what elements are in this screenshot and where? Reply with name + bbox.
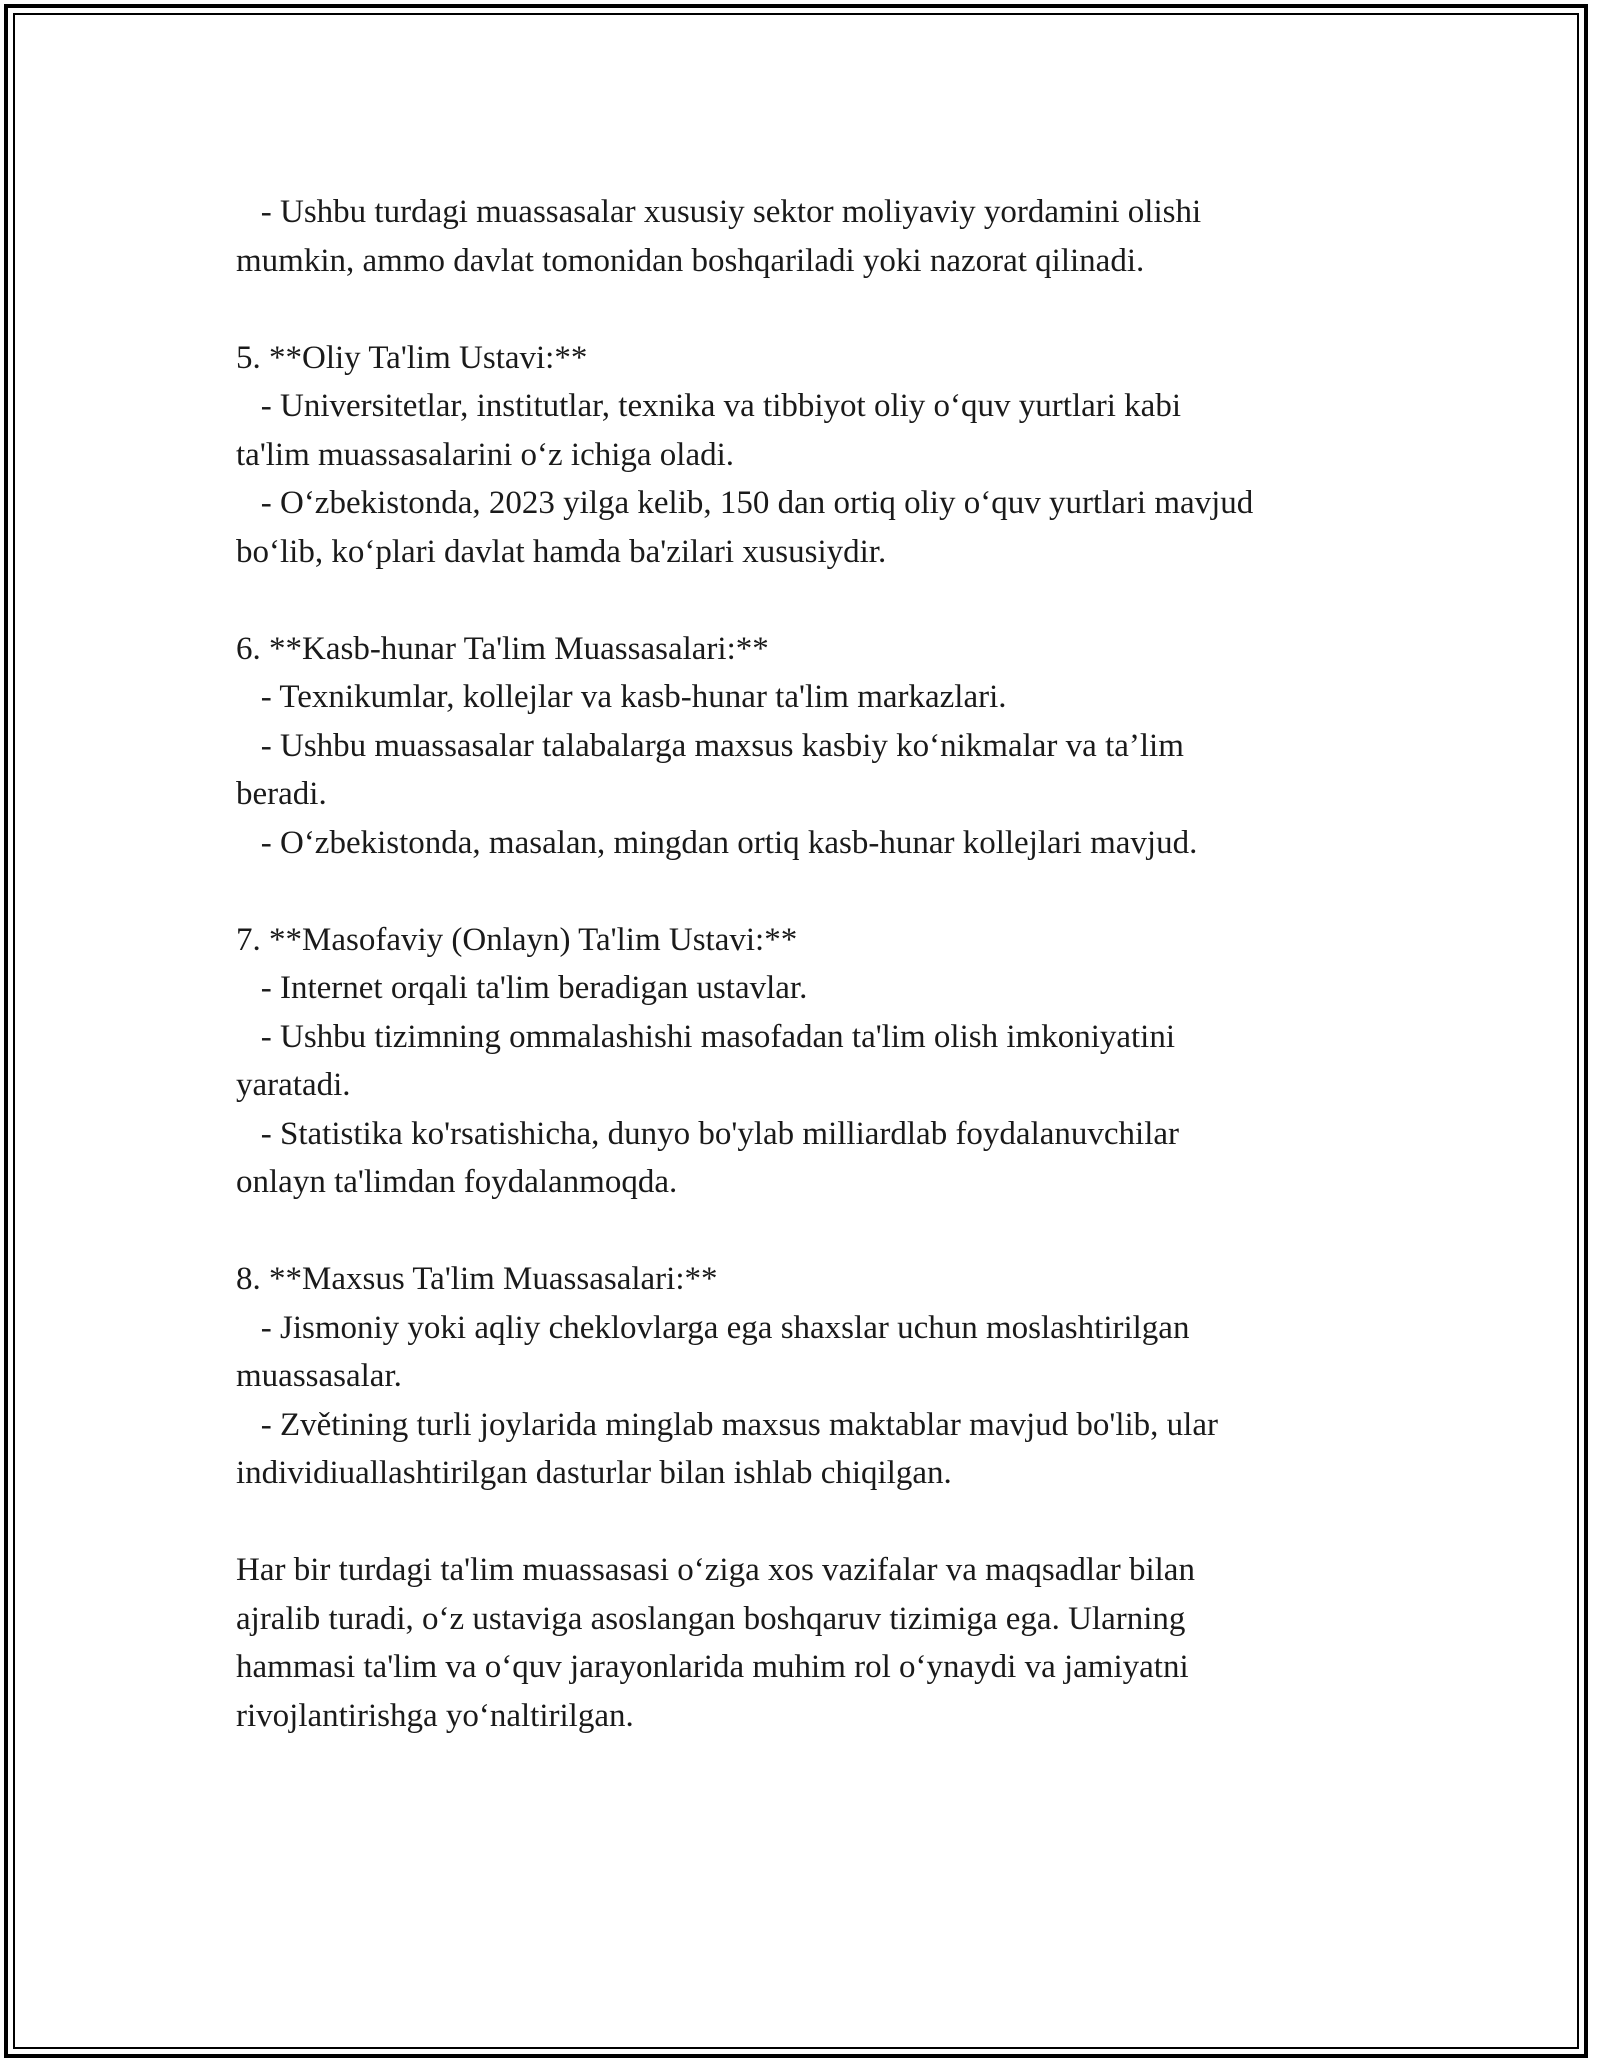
text-line: - Ushbu turdagi muassasalar xususiy sektor moliyaviy yordamini olishi [236,194,1202,230]
text-line: - Statistika ko'rsatishicha, dunyo bo'ylab milliardlab foydalanuvchilar [236,1115,1180,1152]
text-line: - Universitetlar, institutlar, texnika va tibbiyot oliy o‘quv yurtlari kabi [236,388,1181,424]
text-line: beradi. [236,776,327,812]
blank-line [236,867,1386,916]
text-line: - Zvětining turli joylarida minglab maxsus maktablar mavjud bo'lib, ular [236,1406,1218,1443]
text-line: - Jismoniy yoki aqliy cheklovlarga ega shaxslar uchun moslashtirilgan [236,1309,1190,1346]
conclusion-line: ajralib turadi, o‘z ustaviga asoslangan boshqaruv tizimiga ega. Ularning [236,1600,1186,1637]
section-heading: 5. **Oliy Ta'lim Ustavi:** [236,339,588,376]
text-line: onlayn ta'limdan foydalanmoqda. [236,1164,678,1200]
blank-line [236,1498,1386,1547]
section-heading: 7. **Masofaviy (Onlayn) Ta'lim Ustavi:** [236,921,798,958]
text-line: - O‘zbekistonda, 2023 yilga kelib, 150 dan ortiq oliy o‘quv yurtlari mavjud [236,485,1254,521]
text-line: bo‘lib, ko‘plari davlat hamda ba'zilari xususiydir. [236,533,887,570]
text-line: - Ushbu muassasalar talabalarga maxsus kasbiy ko‘nikmalar va ta’lim [236,727,1184,764]
document-body [236,188,1386,1740]
text-line: - O‘zbekistonda, masalan, mingdan ortiq kasb-hunar kollejlari mavjud. [236,824,1198,861]
conclusion-line: rivojlantirishga yo‘naltirilgan. [236,1697,634,1734]
text-line: - Texnikumlar, kollejlar va kasb-hunar ta'lim markazlari. [236,679,1007,715]
text-line: yaratadi. [236,1067,351,1103]
blank-line [236,576,1386,625]
section-heading: 6. **Kasb-hunar Ta'lim Muassasalari:** [236,630,769,667]
text-line: - Internet orqali ta'lim beradigan ustavlar. [236,970,808,1006]
text-line: muassasalar. [236,1358,402,1394]
conclusion-line: hammasi ta'lim va o‘quv jarayonlarida muhim rol o‘ynaydi va jamiyatni [236,1649,1189,1685]
conclusion-line: Har bir turdagi ta'lim muassasasi o‘ziga xos vazifalar va maqsadlar bilan [236,1552,1195,1588]
text-line: individiuallashtirilgan dasturlar bilan ishlab chiqilgan. [236,1455,952,1491]
text-line: ta'lim muassasalarini o‘z ichiga oladi. [236,436,735,473]
blank-line [236,285,1386,334]
section-heading: 8. **Maxsus Ta'lim Muassasalari:** [236,1261,718,1297]
text-line: - Ushbu tizimning ommalashishi masofadan ta'lim olish imkoniyatini [236,1018,1176,1055]
blank-line [236,1207,1386,1256]
text-line: mumkin, ammo davlat tomonidan boshqariladi yoki nazorat qilinadi. [236,242,1145,279]
